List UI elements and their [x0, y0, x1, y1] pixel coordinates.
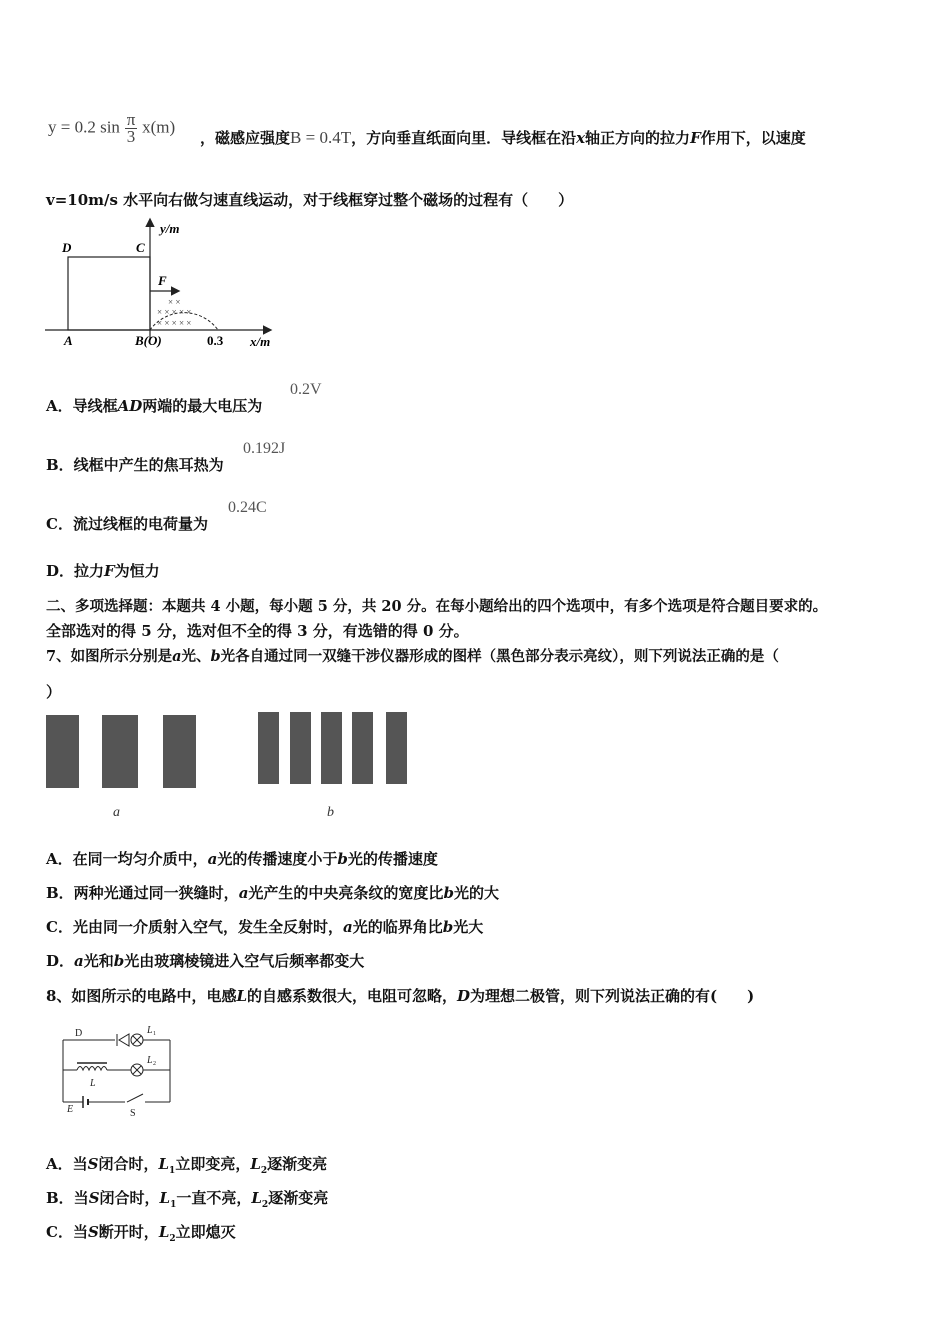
q6-line1-text — [200, 127, 806, 148]
opt-sub: 2 — [261, 1200, 269, 1210]
label-S: S — [130, 1108, 136, 1119]
q6-field-value: B = 0.4T — [290, 128, 352, 147]
opt-sub: 1 — [169, 1166, 176, 1176]
wire-frame — [68, 257, 150, 330]
q8-D: D — [457, 987, 471, 1005]
label-L2-sub: 2 — [153, 1061, 156, 1067]
q8-stem — [46, 985, 754, 1006]
q7-stem-a: 7、如图所示分别是 — [46, 648, 173, 665]
q6-line1 — [48, 112, 175, 152]
option-prefix: B．线框中产生的焦耳热为 — [46, 456, 224, 474]
label-E: E — [67, 1104, 74, 1115]
opt-b: b — [443, 884, 454, 902]
opt-b: b — [337, 850, 348, 868]
opt-text: 逐渐变亮 — [267, 1155, 328, 1173]
opt-text: C．光由同一介质射入空气，发生全反射时， — [46, 918, 343, 936]
label-L: L — [90, 1078, 96, 1089]
q7-option-b — [46, 882, 499, 903]
opt-text: B．两种光通过同一狭缝时， — [46, 884, 239, 902]
opt-text: 闭合时， — [98, 1155, 159, 1173]
q6-text-b: ，方向垂直纸面向里．导线框在沿 — [351, 129, 577, 147]
formula-fraction — [125, 112, 138, 145]
q7-stem-end: ） — [46, 683, 62, 701]
opt-text: 光产生的中央亮条纹的宽度比 — [248, 884, 444, 902]
switch-icon — [127, 1094, 143, 1102]
q6-option-b-value: 0.192J — [243, 440, 286, 457]
fringe-b-5 — [386, 712, 407, 784]
q6-option-d — [46, 560, 160, 581]
formula-lhs: y = 0.2 sin — [48, 117, 120, 137]
formula-numerator: π — [126, 110, 136, 129]
option-prefix: C．流过线框的电荷量为 — [46, 515, 208, 533]
label-a: a — [113, 805, 120, 820]
fringe-b-4 — [352, 712, 373, 784]
q6-text-c: 轴正方向的拉力 — [585, 129, 691, 147]
label-L2: L — [147, 1055, 153, 1066]
field-crosses — [157, 297, 191, 328]
opt-text: 闭合时， — [99, 1189, 160, 1207]
option-em: AD — [117, 397, 143, 415]
opt-text: B．当 — [46, 1189, 89, 1207]
q6-figure — [40, 215, 290, 355]
label-F: F — [158, 273, 167, 288]
label-D: D — [75, 1028, 83, 1039]
opt-text: 光和 — [83, 952, 114, 970]
fringe-a-1 — [46, 715, 79, 788]
opt-text: 光由玻璃棱镜进入空气后频率都变大 — [124, 952, 365, 970]
section2-line1: 二、多项选择题：本题共 4 小题，每小题 5 分，共 20 分。在每小题给出的四个选项中，有多个选项是符合题目要求的。 — [46, 598, 828, 615]
label-D: D — [62, 240, 72, 255]
section2-line2: 全部选对的得 5 分，选对但不全的得 3 分，有选错的得 0 分。 — [46, 622, 469, 640]
opt-text: 光的大 — [453, 884, 499, 902]
q7-a: a — [172, 648, 182, 665]
opt-S: S — [88, 1189, 100, 1207]
q7-figure — [40, 705, 420, 825]
q7-b: b — [210, 648, 221, 665]
q8-stem-a: 8、如图所示的电路中，电感 — [46, 987, 237, 1005]
q6-option-b — [46, 454, 224, 475]
q6-line2: v=10m/s 水平向右做匀速直线运动，对于线框穿过整个磁场的过程有（ ） — [46, 191, 574, 209]
q6-x: x — [576, 129, 586, 147]
opt-text: 光的临界角比 — [352, 918, 443, 936]
opt-a: a — [74, 952, 84, 970]
opt-L: L — [158, 1155, 170, 1173]
fringe-a-2 — [102, 715, 138, 788]
label-0.3: 0.3 — [207, 333, 224, 348]
opt-text: 光的传播速度小于 — [217, 850, 338, 868]
q6-F: F — [690, 129, 701, 147]
option-prefix: A．导线框 — [46, 397, 118, 415]
option-em: F — [104, 562, 115, 580]
label-L1: L — [147, 1025, 153, 1036]
q6-text-a: ，磁感应强度 — [200, 129, 291, 147]
opt-text: 立即变亮， — [175, 1155, 251, 1173]
fringe-b-3 — [321, 712, 342, 784]
opt-S: S — [87, 1155, 99, 1173]
opt-text: A．当 — [46, 1155, 88, 1173]
opt-text: A．在同一均匀介质中， — [46, 850, 208, 868]
opt-L: L — [251, 1189, 262, 1207]
q6-text-d: 作用下，以速度 — [700, 129, 806, 147]
label-C: C — [136, 240, 145, 255]
label-x: x/m — [250, 334, 271, 349]
q8-option-b — [46, 1187, 328, 1210]
q8-option-a — [46, 1153, 327, 1176]
label-A: A — [64, 333, 73, 348]
q6-option-c — [46, 513, 208, 534]
opt-a: a — [238, 884, 249, 902]
option-prefix: D．拉力 — [46, 562, 105, 580]
opt-L: L — [250, 1155, 261, 1173]
opt-L: L — [159, 1189, 171, 1207]
opt-b: b — [442, 918, 454, 936]
opt-text: 逐渐变亮 — [268, 1189, 329, 1207]
opt-L: L — [158, 1223, 170, 1241]
opt-text: D． — [46, 952, 75, 970]
q8-stem-c: 为理想二极管，则下列说法正确的有( ) — [470, 987, 755, 1005]
opt-a: a — [207, 850, 218, 868]
opt-text: 光大 — [453, 918, 484, 936]
q8-stem-b: 的自感系数很大，电阻可忽略， — [247, 987, 458, 1005]
q6-option-a-value: 0.2V — [290, 381, 322, 398]
formula-denominator: 3 — [126, 127, 136, 146]
opt-sub: 1 — [170, 1200, 177, 1210]
q7-stem-b: 光、 — [181, 648, 211, 665]
q8-option-c — [46, 1221, 236, 1244]
opt-sub: 2 — [260, 1166, 268, 1176]
q8-L: L — [236, 987, 247, 1005]
fringe-b-1 — [258, 712, 279, 784]
q7-stem-c: 光各自通过同一双缝干涉仪器形成的图样（黑色部分表示亮纹），则下列说法正确的是（ — [220, 648, 779, 665]
fringe-a-3 — [163, 715, 196, 788]
opt-sub: 2 — [169, 1234, 176, 1244]
svg-text:× × × × ×: × × × × × — [157, 318, 192, 328]
formula-rhs: x(m) — [142, 117, 176, 137]
opt-a: a — [342, 918, 353, 936]
inductor-icon — [77, 1067, 107, 1071]
label-B: B(O) — [135, 333, 162, 348]
q7-option-c — [46, 916, 483, 937]
q7-option-a — [46, 848, 438, 869]
diode-icon — [119, 1034, 129, 1046]
svg-text:× ×: × × — [168, 297, 181, 307]
label-b: b — [327, 805, 334, 820]
option-rest: 两端的最大电压为 — [142, 397, 263, 415]
label-L1-sub: 1 — [153, 1031, 156, 1037]
fringe-b-2 — [290, 712, 311, 784]
option-rest: 为恒力 — [114, 562, 160, 580]
label-y: y/m — [160, 221, 180, 236]
opt-text: 立即熄灭 — [175, 1223, 236, 1241]
q6-option-c-value: 0.24C — [228, 499, 267, 516]
opt-text: 光的传播速度 — [347, 850, 438, 868]
q7-option-d — [46, 950, 364, 971]
q8-circuit — [55, 1020, 185, 1120]
opt-text: C．当 — [46, 1223, 88, 1241]
svg-text:× × × × ×: × × × × × — [157, 307, 192, 317]
opt-S: S — [87, 1223, 99, 1241]
q7-stem — [46, 645, 779, 666]
q6-option-a — [46, 395, 262, 416]
opt-text: 一直不亮， — [176, 1189, 252, 1207]
opt-text: 断开时， — [98, 1223, 159, 1241]
opt-b: b — [113, 952, 125, 970]
